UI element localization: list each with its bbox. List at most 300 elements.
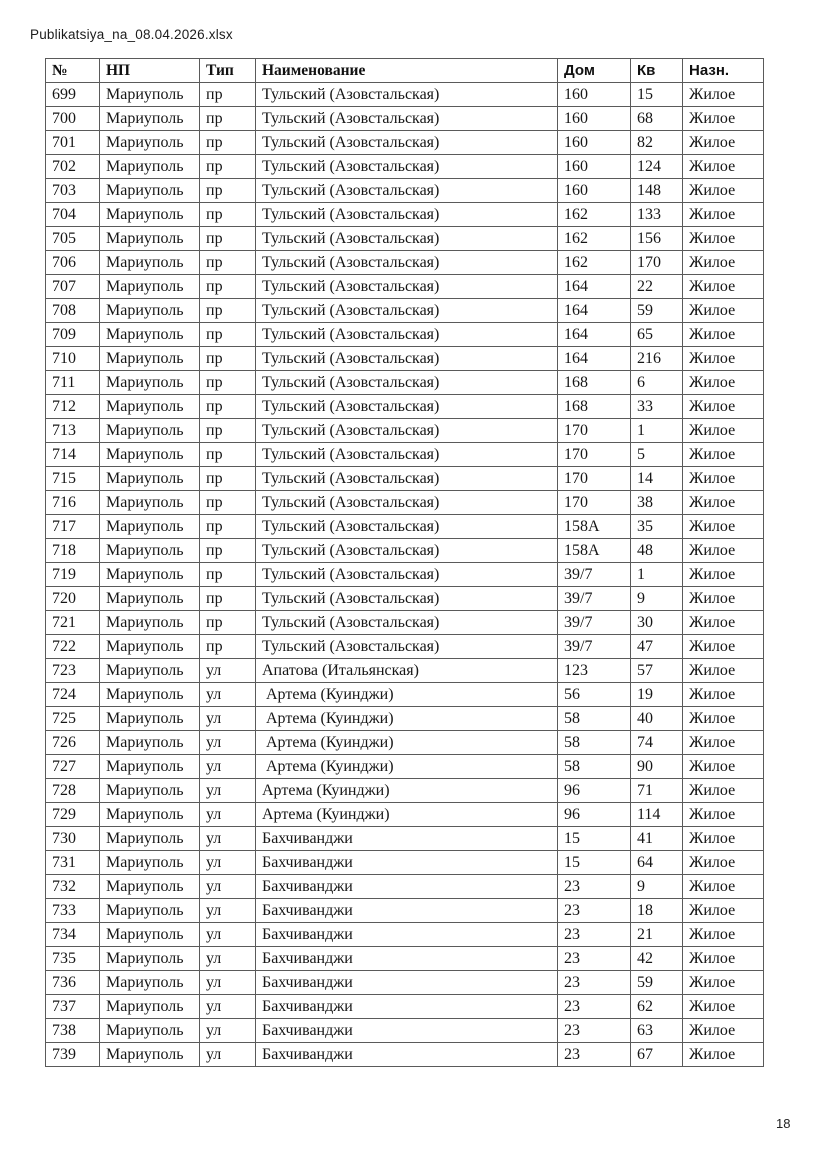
cell-nazn: Жилое: [683, 851, 764, 875]
cell-nazn: Жилое: [683, 803, 764, 827]
cell-kv: 67: [631, 1043, 683, 1067]
cell-naimenovanie: Бахчиванджи: [256, 971, 558, 995]
cell-num: 720: [46, 587, 100, 611]
cell-np: Мариуполь: [100, 275, 200, 299]
cell-naimenovanie: Бахчиванджи: [256, 899, 558, 923]
cell-nazn: Жилое: [683, 347, 764, 371]
cell-np: Мариуполь: [100, 827, 200, 851]
cell-tip: пр: [200, 635, 256, 659]
table-row: [46, 923, 764, 947]
cell-dom: 96: [558, 779, 631, 803]
table-row: [46, 299, 764, 323]
cell-dom: 158А: [558, 539, 631, 563]
cell-kv: 216: [631, 347, 683, 371]
cell-nazn: Жилое: [683, 491, 764, 515]
cell-num: 714: [46, 443, 100, 467]
cell-tip: пр: [200, 203, 256, 227]
cell-num: 718: [46, 539, 100, 563]
cell-num: 739: [46, 1043, 100, 1067]
cell-dom: 170: [558, 491, 631, 515]
cell-tip: ул: [200, 875, 256, 899]
cell-num: 737: [46, 995, 100, 1019]
cell-kv: 90: [631, 755, 683, 779]
cell-tip: пр: [200, 611, 256, 635]
cell-num: 729: [46, 803, 100, 827]
cell-tip: ул: [200, 779, 256, 803]
cell-kv: 21: [631, 923, 683, 947]
cell-nazn: Жилое: [683, 515, 764, 539]
cell-nazn: Жилое: [683, 251, 764, 275]
cell-num: 704: [46, 203, 100, 227]
cell-kv: 74: [631, 731, 683, 755]
cell-tip: ул: [200, 827, 256, 851]
cell-dom: 160: [558, 131, 631, 155]
cell-num: 735: [46, 947, 100, 971]
cell-tip: ул: [200, 923, 256, 947]
cell-nazn: Жилое: [683, 443, 764, 467]
header-row: [46, 59, 764, 83]
cell-kv: 59: [631, 971, 683, 995]
cell-naimenovanie: Тульский (Азовстальская): [256, 491, 558, 515]
cell-nazn: Жилое: [683, 419, 764, 443]
cell-num: 731: [46, 851, 100, 875]
cell-tip: ул: [200, 971, 256, 995]
cell-nazn: Жилое: [683, 947, 764, 971]
column-header-num: №: [46, 59, 100, 83]
cell-num: 708: [46, 299, 100, 323]
cell-np: Мариуполь: [100, 515, 200, 539]
cell-num: 710: [46, 347, 100, 371]
cell-dom: 23: [558, 923, 631, 947]
table-row: [46, 131, 764, 155]
column-header-nazn: Назн.: [683, 59, 764, 83]
table-row: [46, 875, 764, 899]
cell-num: 711: [46, 371, 100, 395]
cell-kv: 33: [631, 395, 683, 419]
cell-dom: 23: [558, 971, 631, 995]
table-row: [46, 899, 764, 923]
cell-nazn: Жилое: [683, 371, 764, 395]
table-row: [46, 587, 764, 611]
cell-tip: пр: [200, 179, 256, 203]
table-row: [46, 155, 764, 179]
cell-nazn: Жилое: [683, 1043, 764, 1067]
table-row: [46, 227, 764, 251]
cell-dom: 164: [558, 347, 631, 371]
cell-naimenovanie: Артема (Куинджи): [256, 683, 558, 707]
cell-np: Мариуполь: [100, 155, 200, 179]
cell-tip: пр: [200, 227, 256, 251]
cell-np: Мариуполь: [100, 131, 200, 155]
cell-naimenovanie: Артема (Куинджи): [256, 779, 558, 803]
cell-np: Мариуполь: [100, 707, 200, 731]
cell-tip: пр: [200, 323, 256, 347]
cell-num: 702: [46, 155, 100, 179]
cell-nazn: Жилое: [683, 827, 764, 851]
cell-kv: 14: [631, 467, 683, 491]
cell-num: 733: [46, 899, 100, 923]
cell-dom: 170: [558, 467, 631, 491]
cell-num: 734: [46, 923, 100, 947]
cell-np: Мариуполь: [100, 491, 200, 515]
table-row: [46, 827, 764, 851]
cell-num: 725: [46, 707, 100, 731]
cell-naimenovanie: Тульский (Азовстальская): [256, 83, 558, 107]
cell-naimenovanie: Тульский (Азовстальская): [256, 107, 558, 131]
cell-naimenovanie: Тульский (Азовстальская): [256, 275, 558, 299]
cell-kv: 57: [631, 659, 683, 683]
cell-num: 705: [46, 227, 100, 251]
cell-naimenovanie: Тульский (Азовстальская): [256, 539, 558, 563]
cell-np: Мариуполь: [100, 83, 200, 107]
cell-naimenovanie: Апатова (Итальянская): [256, 659, 558, 683]
cell-np: Мариуполь: [100, 395, 200, 419]
address-table: [45, 58, 764, 1067]
cell-kv: 71: [631, 779, 683, 803]
cell-dom: 123: [558, 659, 631, 683]
cell-nazn: Жилое: [683, 875, 764, 899]
cell-nazn: Жилое: [683, 107, 764, 131]
cell-np: Мариуполь: [100, 1043, 200, 1067]
cell-dom: 162: [558, 251, 631, 275]
cell-nazn: Жилое: [683, 203, 764, 227]
table-row: [46, 563, 764, 587]
cell-tip: ул: [200, 947, 256, 971]
cell-naimenovanie: Тульский (Азовстальская): [256, 347, 558, 371]
cell-tip: ул: [200, 851, 256, 875]
cell-dom: 23: [558, 1043, 631, 1067]
cell-kv: 82: [631, 131, 683, 155]
table-row: [46, 659, 764, 683]
cell-naimenovanie: Тульский (Азовстальская): [256, 587, 558, 611]
cell-num: 723: [46, 659, 100, 683]
cell-nazn: Жилое: [683, 395, 764, 419]
cell-dom: 164: [558, 299, 631, 323]
cell-dom: 58: [558, 731, 631, 755]
cell-nazn: Жилое: [683, 539, 764, 563]
cell-kv: 48: [631, 539, 683, 563]
cell-kv: 5: [631, 443, 683, 467]
cell-kv: 38: [631, 491, 683, 515]
table-row: [46, 347, 764, 371]
cell-dom: 15: [558, 851, 631, 875]
cell-tip: пр: [200, 395, 256, 419]
cell-num: 722: [46, 635, 100, 659]
cell-num: 728: [46, 779, 100, 803]
cell-naimenovanie: Артема (Куинджи): [256, 731, 558, 755]
cell-nazn: Жилое: [683, 179, 764, 203]
cell-np: Мариуполь: [100, 227, 200, 251]
cell-np: Мариуполь: [100, 563, 200, 587]
cell-num: 706: [46, 251, 100, 275]
cell-np: Мариуполь: [100, 251, 200, 275]
cell-nazn: Жилое: [683, 611, 764, 635]
cell-np: Мариуполь: [100, 347, 200, 371]
cell-num: 717: [46, 515, 100, 539]
cell-dom: 158А: [558, 515, 631, 539]
table-row: [46, 947, 764, 971]
cell-naimenovanie: Бахчиванджи: [256, 875, 558, 899]
cell-tip: ул: [200, 731, 256, 755]
cell-naimenovanie: Тульский (Азовстальская): [256, 299, 558, 323]
cell-np: Мариуполь: [100, 371, 200, 395]
cell-naimenovanie: Тульский (Азовстальская): [256, 443, 558, 467]
cell-num: 736: [46, 971, 100, 995]
cell-tip: пр: [200, 131, 256, 155]
table-row: [46, 467, 764, 491]
address-table-header: [46, 59, 764, 83]
cell-dom: 160: [558, 107, 631, 131]
cell-naimenovanie: Тульский (Азовстальская): [256, 251, 558, 275]
cell-num: 707: [46, 275, 100, 299]
cell-dom: 168: [558, 395, 631, 419]
cell-dom: 23: [558, 947, 631, 971]
cell-naimenovanie: Артема (Куинджи): [256, 707, 558, 731]
table-row: [46, 1019, 764, 1043]
cell-num: 700: [46, 107, 100, 131]
cell-naimenovanie: Артема (Куинджи): [256, 755, 558, 779]
cell-naimenovanie: Тульский (Азовстальская): [256, 155, 558, 179]
cell-dom: 170: [558, 443, 631, 467]
cell-num: 732: [46, 875, 100, 899]
cell-nazn: Жилое: [683, 707, 764, 731]
cell-tip: пр: [200, 299, 256, 323]
cell-tip: пр: [200, 443, 256, 467]
cell-num: 709: [46, 323, 100, 347]
cell-dom: 164: [558, 323, 631, 347]
table-row: [46, 491, 764, 515]
cell-nazn: Жилое: [683, 467, 764, 491]
cell-nazn: Жилое: [683, 899, 764, 923]
cell-nazn: Жилое: [683, 731, 764, 755]
cell-dom: 162: [558, 203, 631, 227]
cell-tip: пр: [200, 155, 256, 179]
cell-np: Мариуполь: [100, 875, 200, 899]
cell-kv: 59: [631, 299, 683, 323]
cell-dom: 56: [558, 683, 631, 707]
cell-dom: 15: [558, 827, 631, 851]
cell-tip: ул: [200, 995, 256, 1019]
cell-dom: 160: [558, 83, 631, 107]
cell-naimenovanie: Тульский (Азовстальская): [256, 611, 558, 635]
cell-nazn: Жилое: [683, 587, 764, 611]
table-row: [46, 323, 764, 347]
cell-kv: 6: [631, 371, 683, 395]
table-row: [46, 995, 764, 1019]
table-row: [46, 635, 764, 659]
cell-nazn: Жилое: [683, 923, 764, 947]
cell-nazn: Жилое: [683, 635, 764, 659]
column-header-naimenovanie: Наименование: [256, 59, 558, 83]
cell-dom: 39/7: [558, 635, 631, 659]
table-row: [46, 179, 764, 203]
cell-np: Мариуполь: [100, 851, 200, 875]
cell-kv: 42: [631, 947, 683, 971]
cell-kv: 133: [631, 203, 683, 227]
cell-nazn: Жилое: [683, 155, 764, 179]
cell-naimenovanie: Бахчиванджи: [256, 923, 558, 947]
cell-naimenovanie: Тульский (Азовстальская): [256, 515, 558, 539]
document-title: Publikatsiya_na_08.04.2026.xlsx: [30, 27, 233, 42]
cell-np: Мариуполь: [100, 971, 200, 995]
cell-np: Мариуполь: [100, 995, 200, 1019]
column-header-tip: Тип: [200, 59, 256, 83]
cell-nazn: Жилое: [683, 83, 764, 107]
cell-naimenovanie: Артема (Куинджи): [256, 803, 558, 827]
cell-num: 713: [46, 419, 100, 443]
cell-nazn: Жилое: [683, 755, 764, 779]
cell-tip: пр: [200, 371, 256, 395]
cell-naimenovanie: Бахчиванджи: [256, 995, 558, 1019]
cell-tip: пр: [200, 467, 256, 491]
cell-tip: пр: [200, 515, 256, 539]
cell-tip: ул: [200, 707, 256, 731]
cell-nazn: Жилое: [683, 971, 764, 995]
table-row: [46, 851, 764, 875]
cell-kv: 170: [631, 251, 683, 275]
cell-nazn: Жилое: [683, 299, 764, 323]
cell-tip: пр: [200, 563, 256, 587]
cell-naimenovanie: Бахчиванджи: [256, 1043, 558, 1067]
cell-num: 724: [46, 683, 100, 707]
cell-num: 726: [46, 731, 100, 755]
cell-kv: 65: [631, 323, 683, 347]
cell-tip: ул: [200, 755, 256, 779]
cell-num: 703: [46, 179, 100, 203]
cell-dom: 23: [558, 875, 631, 899]
cell-kv: 9: [631, 875, 683, 899]
cell-np: Мариуполь: [100, 179, 200, 203]
cell-np: Мариуполь: [100, 467, 200, 491]
table-row: [46, 419, 764, 443]
cell-kv: 124: [631, 155, 683, 179]
table-row: [46, 971, 764, 995]
table-row: [46, 275, 764, 299]
column-header-np: НП: [100, 59, 200, 83]
cell-naimenovanie: Тульский (Азовстальская): [256, 563, 558, 587]
cell-dom: 168: [558, 371, 631, 395]
cell-kv: 114: [631, 803, 683, 827]
cell-nazn: Жилое: [683, 131, 764, 155]
cell-np: Мариуполь: [100, 443, 200, 467]
cell-kv: 18: [631, 899, 683, 923]
cell-np: Мариуполь: [100, 299, 200, 323]
cell-np: Мариуполь: [100, 611, 200, 635]
cell-np: Мариуполь: [100, 107, 200, 131]
cell-naimenovanie: Бахчиванджи: [256, 851, 558, 875]
table-row: [46, 83, 764, 107]
cell-dom: 96: [558, 803, 631, 827]
cell-kv: 22: [631, 275, 683, 299]
cell-np: Мариуполь: [100, 635, 200, 659]
cell-kv: 148: [631, 179, 683, 203]
cell-num: 721: [46, 611, 100, 635]
cell-np: Мариуполь: [100, 779, 200, 803]
table-row: [46, 107, 764, 131]
cell-kv: 30: [631, 611, 683, 635]
cell-kv: 63: [631, 1019, 683, 1043]
cell-dom: 170: [558, 419, 631, 443]
cell-dom: 23: [558, 899, 631, 923]
cell-num: 719: [46, 563, 100, 587]
table-row: [46, 515, 764, 539]
address-table-body: [46, 83, 764, 1067]
cell-tip: пр: [200, 275, 256, 299]
cell-tip: ул: [200, 803, 256, 827]
cell-naimenovanie: Тульский (Азовстальская): [256, 227, 558, 251]
cell-dom: 39/7: [558, 611, 631, 635]
cell-nazn: Жилое: [683, 683, 764, 707]
cell-num: 727: [46, 755, 100, 779]
cell-num: 699: [46, 83, 100, 107]
cell-kv: 1: [631, 419, 683, 443]
cell-naimenovanie: Бахчиванджи: [256, 827, 558, 851]
cell-naimenovanie: Тульский (Азовстальская): [256, 467, 558, 491]
cell-tip: пр: [200, 491, 256, 515]
table-row: [46, 803, 764, 827]
cell-kv: 68: [631, 107, 683, 131]
table-row: [46, 539, 764, 563]
cell-kv: 1: [631, 563, 683, 587]
cell-kv: 47: [631, 635, 683, 659]
cell-tip: ул: [200, 1019, 256, 1043]
cell-naimenovanie: Тульский (Азовстальская): [256, 635, 558, 659]
cell-num: 701: [46, 131, 100, 155]
cell-num: 716: [46, 491, 100, 515]
cell-np: Мариуполь: [100, 323, 200, 347]
cell-kv: 19: [631, 683, 683, 707]
cell-np: Мариуполь: [100, 923, 200, 947]
cell-nazn: Жилое: [683, 779, 764, 803]
cell-kv: 41: [631, 827, 683, 851]
column-header-dom: Дом: [558, 59, 631, 83]
table-row: [46, 443, 764, 467]
table-row: [46, 251, 764, 275]
cell-kv: 62: [631, 995, 683, 1019]
cell-num: 738: [46, 1019, 100, 1043]
table-row: [46, 707, 764, 731]
table-row: [46, 683, 764, 707]
cell-naimenovanie: Тульский (Азовстальская): [256, 179, 558, 203]
cell-np: Мариуполь: [100, 1019, 200, 1043]
cell-nazn: Жилое: [683, 995, 764, 1019]
table-row: [46, 203, 764, 227]
cell-tip: пр: [200, 347, 256, 371]
column-header-kv: Кв: [631, 59, 683, 83]
cell-np: Мариуполь: [100, 755, 200, 779]
cell-kv: 35: [631, 515, 683, 539]
cell-naimenovanie: Тульский (Азовстальская): [256, 371, 558, 395]
cell-np: Мариуполь: [100, 947, 200, 971]
cell-dom: 39/7: [558, 563, 631, 587]
cell-dom: 58: [558, 755, 631, 779]
cell-dom: 39/7: [558, 587, 631, 611]
cell-np: Мариуполь: [100, 419, 200, 443]
cell-tip: ул: [200, 659, 256, 683]
cell-dom: 58: [558, 707, 631, 731]
cell-tip: пр: [200, 539, 256, 563]
cell-np: Мариуполь: [100, 803, 200, 827]
table-row: [46, 371, 764, 395]
table-row: [46, 731, 764, 755]
cell-np: Мариуполь: [100, 203, 200, 227]
cell-naimenovanie: Тульский (Азовстальская): [256, 131, 558, 155]
cell-tip: ул: [200, 683, 256, 707]
cell-tip: ул: [200, 1043, 256, 1067]
table-row: [46, 755, 764, 779]
cell-np: Мариуполь: [100, 659, 200, 683]
cell-naimenovanie: Тульский (Азовстальская): [256, 419, 558, 443]
